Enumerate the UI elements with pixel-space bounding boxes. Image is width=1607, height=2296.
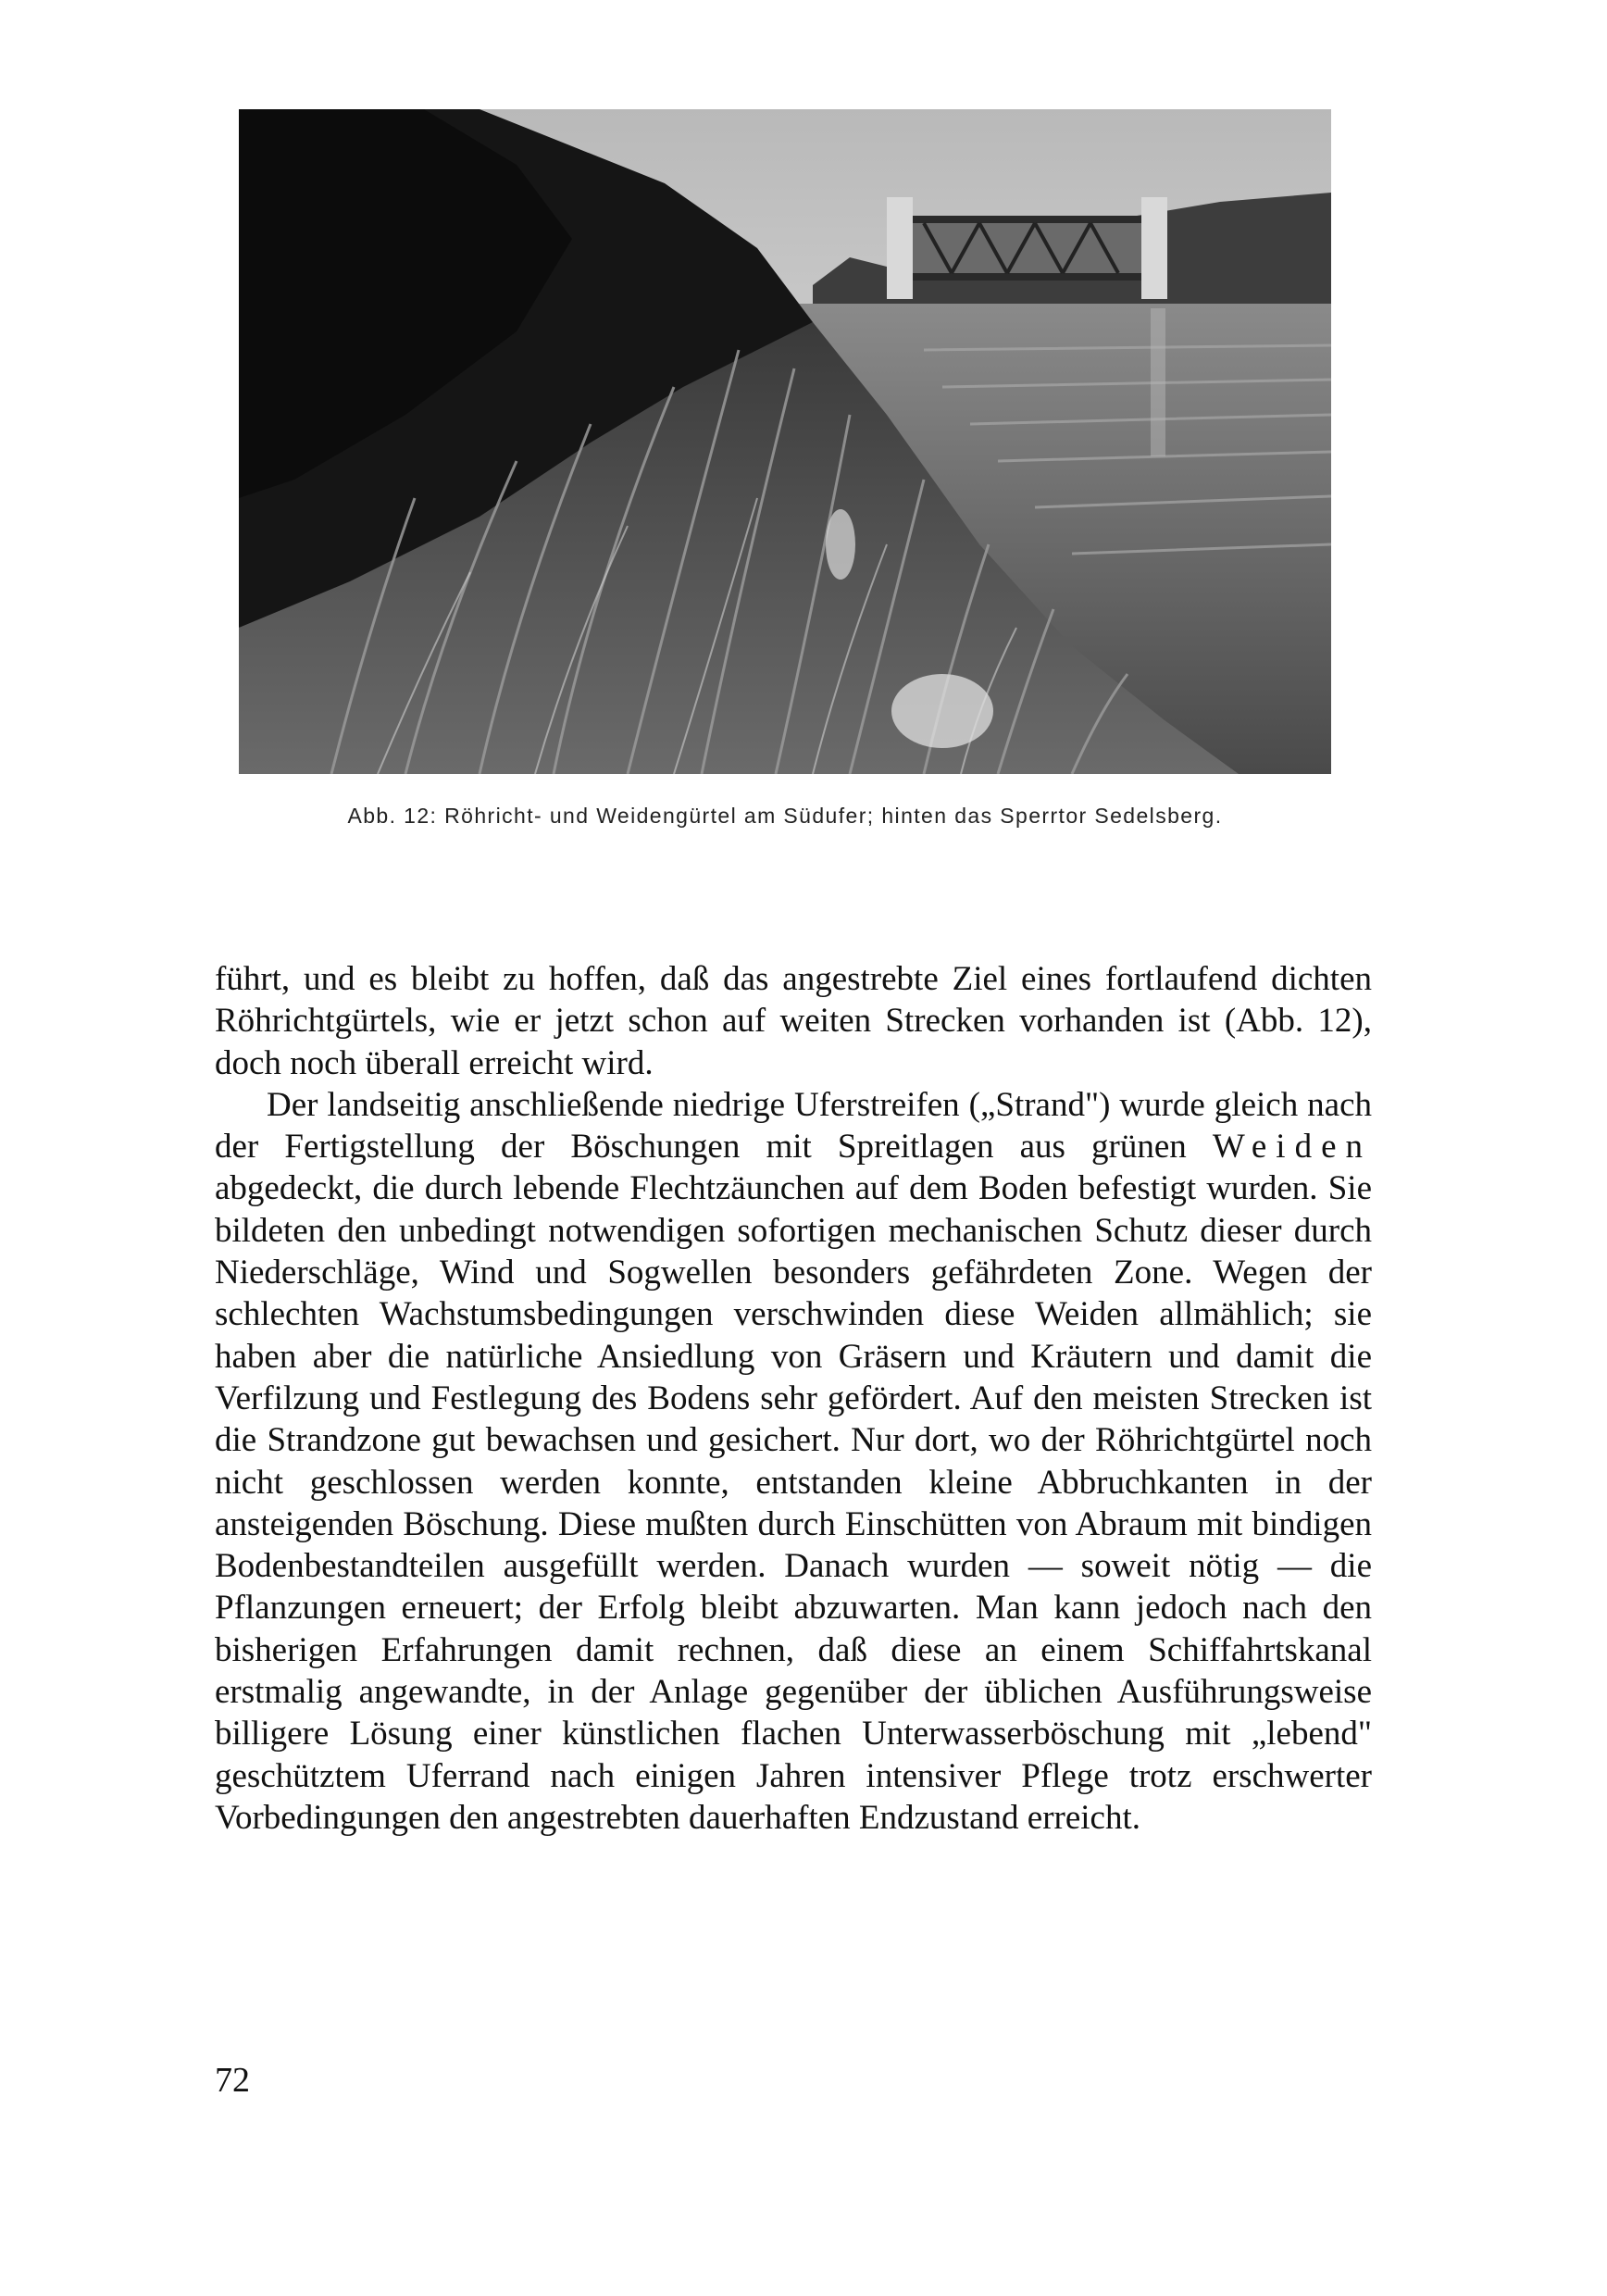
figure-caption: Abb. 12: Röhricht- und Weidengürtel am Südufer; hinten das Sperrtor Sedelsberg. (347, 804, 1223, 828)
paragraph-text: Der landseitig anschließende niedrige Uferstreifen („Strand") wurde gleich nach der Fertigstellung der Böschungen mit Spreitlagen aus grünen (215, 1085, 1372, 1167)
paragraph-text: abgedeckt, die durch lebende Flechtzäunchen auf dem Boden befestigt wurden. Sie bildeten den unbedingt notwendigen sofortigen mechanischen Schutz dieser durch Niederschläge, Wind und Sogwellen besonders gefährdeten Zone. Wegen der schlechten Wachstumsbedingungen verschwinden diese Weiden allmählich; sie haben aber die natürliche Ansiedlung von Gräsern und Kräutern und damit die Verfilzung und Festlegung des Bodens sehr gefördert. Auf den meisten Strecken ist die Strandzone gut bewachsen und gesichert. Nur dort, wo der Röhrichtgürtel noch nicht geschlossen werden konnte, entstanden kleine Abbruchkanten in der ansteigenden Böschung. Diese mußten durch Einschütten von Abraum mit bindigen Bodenbestandteilen ausgefüllt werden. Danach wurden — soweit nötig — die Pflanzungen erneuert; der Erfolg bleibt abzuwarten. Man kann jedoch nach den bisherigen Erfahrungen damit rechnen, daß diese an einem Schiffahrtskanal erstmalig angewandte, in der Anlage gegenüber der üblichen Ausführungsweise billigere Lösung einer künstlichen flachen Unterwasserböschung mit „lebend" geschütztem Uferrand nach einigen Jahren intensiver Pflege trotz erschwerter Vorbedingungen den angestrebten dauerhaften Endzustand erreicht. (215, 1169, 1372, 1837)
spaced-emphasis: Weiden (1212, 1128, 1372, 1167)
paragraph: führt, und es bleibt zu hoffen, daß das angestrebte Ziel eines fortlaufend dichten Röhrichtgürtels, wie er jetzt schon auf weiten Strecken vorhanden ist (Abb. 12), doch noch überall erreicht wird. (215, 960, 1372, 1082)
figure-photo (239, 109, 1331, 774)
body-text (215, 958, 1372, 1839)
page-number: 72 (215, 2061, 250, 2100)
paragraph (215, 1084, 1372, 1839)
